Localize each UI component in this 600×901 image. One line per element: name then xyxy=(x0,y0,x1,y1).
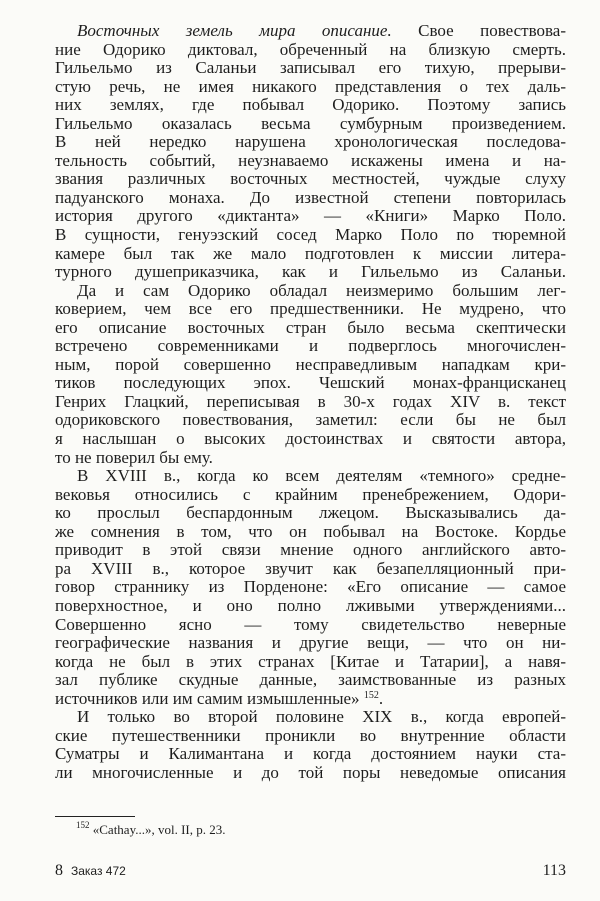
text-line xyxy=(55,319,566,338)
text-line xyxy=(55,226,566,245)
text-line xyxy=(55,356,566,375)
text-line xyxy=(55,300,566,319)
footnote-ref: 152 xyxy=(363,689,379,701)
text-line xyxy=(55,467,566,486)
text-span: камере был так же мало подготовлен к миссии литера- xyxy=(55,244,566,263)
text-span: же сомнения в том, что он побывал на Востоке. Кордье xyxy=(55,522,566,541)
text-span: вековья относились с крайним пренебрежением, Одори- xyxy=(55,485,566,504)
text-line xyxy=(55,745,566,764)
text-line xyxy=(55,616,566,635)
footnote-text: «Cathay...», vol. II, p. 23. xyxy=(92,822,226,837)
printer-signature xyxy=(55,862,126,880)
text-span: Свое повествова- xyxy=(391,22,566,40)
text-line xyxy=(55,708,566,727)
text-line xyxy=(55,690,566,709)
text-span: . xyxy=(378,689,384,708)
text-line xyxy=(55,115,566,134)
text-line xyxy=(55,411,566,430)
text-span: тельность событий, неузнаваемо искажены имена и на- xyxy=(55,151,566,170)
text-span: Суматры и Калимантана и когда достоянием науки ста- xyxy=(55,745,566,764)
text-span: ские путешественники проникли во внутренние области xyxy=(55,726,566,745)
text-span: когда не был в этих странах [Китае и Татарии], а навя- xyxy=(55,652,566,671)
text-span: то не поверил бы ему. xyxy=(55,448,213,467)
text-span: история другого «диктанта» — «Книги» Марко Поло. xyxy=(55,207,566,226)
text-span: одориковского повествования, заметил: если бы не был xyxy=(55,411,566,430)
text-line xyxy=(55,263,566,282)
text-span: источников или им самим измышленные» xyxy=(55,689,360,708)
text-span: звания различных восточных местностей, чуждые слуху xyxy=(55,170,566,189)
text-span: поверхностное, и оно полно лживыми утверждениями... xyxy=(55,596,566,615)
text-span: его описание восточных стран было весьма скептически xyxy=(55,318,566,337)
text-span: Генрих Глацкий, переписывая в 30-х годах XIV в. текст xyxy=(55,392,566,411)
title-italic: Восточных земель мира описание. xyxy=(77,22,392,40)
text-span: ние Одорико диктовал, обреченный на близкую смерть. xyxy=(55,40,566,59)
text-span: встречено современниками и подверглось многочислен- xyxy=(55,337,566,356)
text-line xyxy=(55,152,566,171)
text-span: В ней нередко нарушена хронологическая последова- xyxy=(55,133,566,152)
text-line xyxy=(55,374,566,393)
text-line xyxy=(55,597,566,616)
text-span: приводит в этой связи мнение одного английского авто- xyxy=(55,541,566,560)
text-line xyxy=(55,653,566,672)
text-line xyxy=(55,245,566,264)
order-number: Заказ 472 xyxy=(71,864,126,878)
text-span: них землях, где побывал Одорико. Поэтому запись xyxy=(55,96,566,115)
text-line xyxy=(55,189,566,208)
text-span: Да и сам Одорико обладал неизмеримо большим лег- xyxy=(77,281,566,300)
text-line xyxy=(55,634,566,653)
text-line xyxy=(55,207,566,226)
text-line xyxy=(55,560,566,579)
text-line xyxy=(55,486,566,505)
text-span: турного душеприказчика, как и Гильельмо из Саланьи. xyxy=(55,263,566,282)
text-span: ра XVIII в., которое звучит как безапелляционный при- xyxy=(55,559,566,578)
text-line xyxy=(55,282,566,301)
text-span: ко прослыл беспардонным лжецом. Высказывались да- xyxy=(55,504,566,523)
text-span: падуанского монаха. До известной степени повторилась xyxy=(55,188,566,207)
text-line xyxy=(55,430,566,449)
text-line xyxy=(55,96,566,115)
text-span: В сущности, генуэзский сосед Марко Поло по тюремной xyxy=(55,226,566,245)
main-text xyxy=(55,22,566,782)
text-line xyxy=(55,449,566,468)
text-line xyxy=(55,727,566,746)
text-span: Гильельмо оказалась весьма сумбурным произведением. xyxy=(55,114,566,133)
text-line xyxy=(55,578,566,597)
text-span: географические названия и другие вещи, — что он ни- xyxy=(55,634,566,653)
footnote xyxy=(76,822,226,838)
text-span: тиков последующих эпох. Чешский монах-францисканец xyxy=(55,374,566,393)
text-span: Совершенно ясно — тому свидетельство неверные xyxy=(55,615,566,634)
text-span: я наслышан о высоких достоинствах и святости автора, xyxy=(55,430,566,449)
text-line xyxy=(55,22,566,41)
text-span: Гильельмо из Саланьи записывал его тихую, прерыви- xyxy=(55,59,566,78)
text-line xyxy=(55,764,566,783)
text-line xyxy=(55,523,566,542)
text-line xyxy=(55,133,566,152)
text-line xyxy=(55,59,566,78)
footnote-rule xyxy=(55,816,135,817)
text-span: стую речь, не имея никакого представления о тех даль- xyxy=(55,77,566,96)
text-span: В XVIII в., когда ко всем деятелям «темного» средне- xyxy=(77,467,566,486)
text-line xyxy=(55,393,566,412)
text-line xyxy=(55,41,566,60)
text-span: И только во второй половине XIX в., когда европей- xyxy=(77,708,566,727)
text-span: ли многочисленные и до той поры неведомые описания xyxy=(55,763,566,782)
text-span: ным, порой совершенно несправедливым нападкам кри- xyxy=(55,355,566,374)
text-span: зал публике скудные данные, заимствованные из разных xyxy=(55,671,566,690)
text-line xyxy=(55,504,566,523)
text-line xyxy=(55,337,566,356)
signature-number: 8 xyxy=(55,862,63,879)
text-line xyxy=(55,170,566,189)
text-span: говор страннику из Порденоне: «Его описание — самое xyxy=(55,578,566,597)
footnote-number: 152 xyxy=(76,820,90,830)
page-number: 113 xyxy=(542,862,566,879)
text-line xyxy=(55,671,566,690)
text-span: коверием, чем все его предшественники. Не мудрено, что xyxy=(55,300,566,319)
text-line xyxy=(55,541,566,560)
text-line xyxy=(55,78,566,97)
